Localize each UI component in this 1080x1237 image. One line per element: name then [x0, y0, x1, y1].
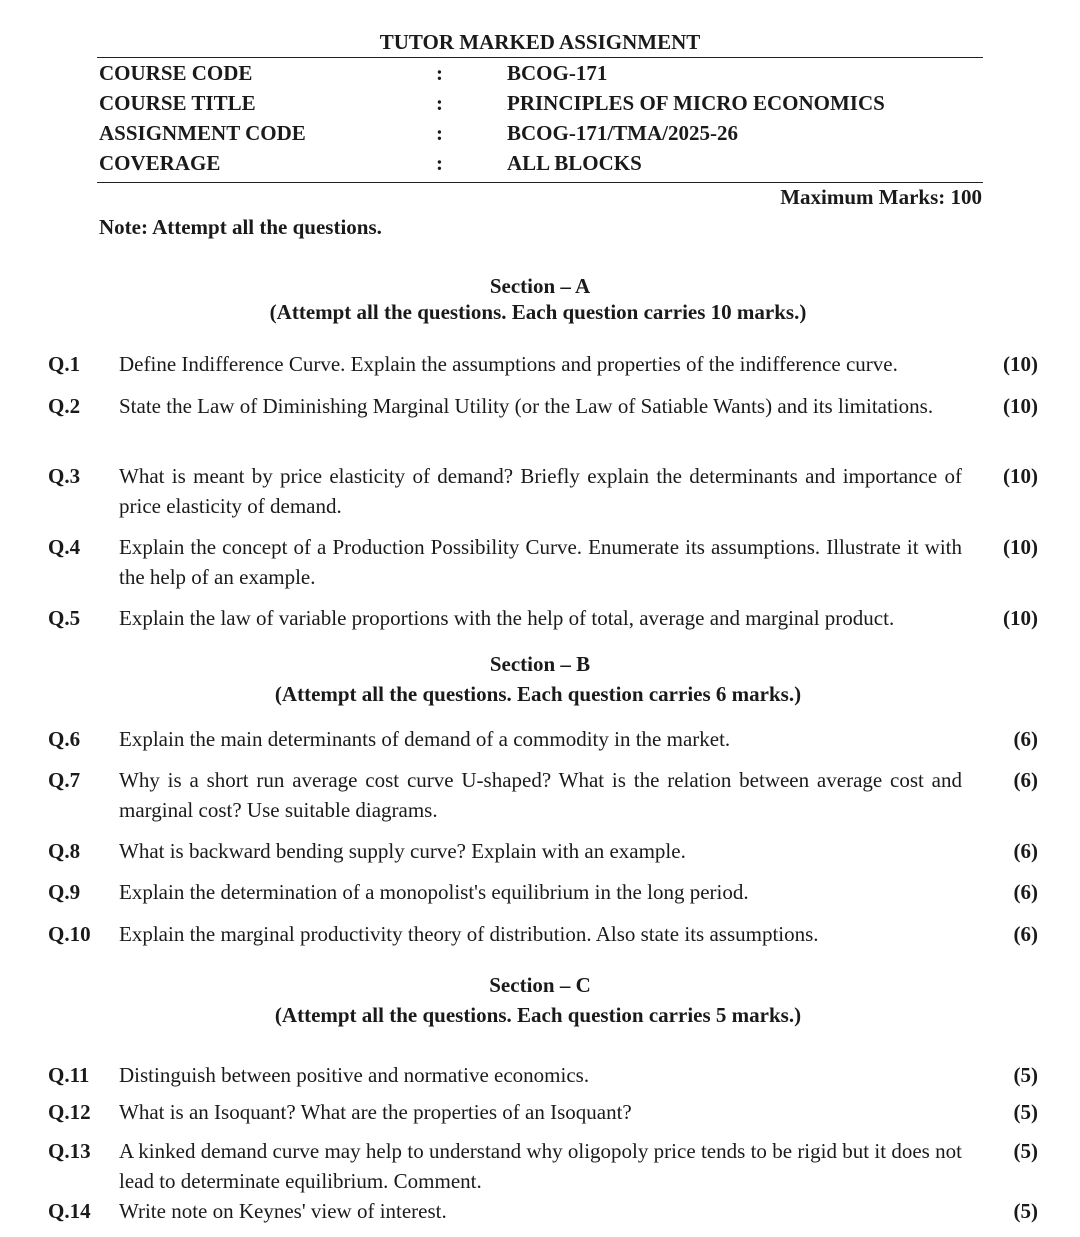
- question-number: Q.14: [48, 1199, 91, 1223]
- meta-value: BCOG-171/TMA/2025-26: [507, 121, 738, 145]
- meta-row-course-title: [99, 88, 983, 118]
- section-a-instruction: (Attempt all the questions. Each question carries 10 marks.): [269, 300, 807, 324]
- question-marks: (5): [1013, 1139, 1038, 1163]
- question-marks: (6): [1013, 922, 1038, 946]
- question-marks: (6): [1013, 880, 1038, 904]
- maximum-marks: Maximum Marks: 100: [780, 185, 982, 209]
- meta-label: COURSE CODE: [99, 61, 253, 85]
- question-text: What is an Isoquant? What are the properties of an Isoquant?: [119, 1100, 632, 1124]
- question-text: Write note on Keynes' view of interest.: [119, 1199, 447, 1223]
- question-text: A kinked demand curve may help to understand why oligopoly price tends to be rigid but it does not lead to determinate equilibrium. Comment.: [119, 1139, 962, 1193]
- meta-value: PRINCIPLES OF MICRO ECONOMICS: [507, 91, 885, 115]
- question-number: Q.6: [48, 727, 81, 751]
- meta-separator: :: [436, 61, 443, 85]
- section-b-title: Section – B: [489, 652, 591, 676]
- section-a-title: Section – A: [489, 274, 591, 298]
- question-marks: (6): [1013, 768, 1038, 792]
- question-number: Q.9: [48, 880, 81, 904]
- question-number: Q.5: [48, 606, 81, 630]
- section-c-instruction: (Attempt all the questions. Each question carries 5 marks.): [274, 1003, 802, 1027]
- question-marks: (5): [1013, 1063, 1038, 1087]
- question-marks: (10): [1003, 535, 1038, 559]
- question-marks: (6): [1013, 727, 1038, 751]
- question-marks: (10): [1003, 606, 1038, 630]
- section-c-title: Section – C: [489, 973, 591, 997]
- meta-separator: :: [436, 121, 443, 145]
- question-number: Q.12: [48, 1100, 91, 1124]
- document-title: TUTOR MARKED ASSIGNMENT: [379, 30, 701, 54]
- question-number: Q.7: [48, 768, 81, 792]
- question-text: Explain the law of variable proportions with the help of total, average and marginal product.: [119, 606, 895, 630]
- question-text: Explain the marginal productivity theory of distribution. Also state its assumptions.: [119, 922, 819, 946]
- question-text: Why is a short run average cost curve U-shaped? What is the relation between average cost and marginal cost? Use suitable diagrams.: [119, 768, 962, 822]
- question-text: Distinguish between positive and normative economics.: [119, 1063, 590, 1087]
- question-number: Q.2: [48, 394, 81, 418]
- meta-value: ALL BLOCKS: [507, 151, 642, 175]
- question-number: Q.10: [48, 922, 91, 946]
- meta-label: ASSIGNMENT CODE: [99, 121, 306, 145]
- question-number: Q.3: [48, 464, 81, 488]
- question-text: What is backward bending supply curve? Explain with an example.: [119, 839, 686, 863]
- question-text: State the Law of Diminishing Marginal Utility (or the Law of Satiable Wants) and its limitations.: [119, 394, 934, 418]
- question-number: Q.4: [48, 535, 81, 559]
- question-marks: (5): [1013, 1100, 1038, 1124]
- meta-row-coverage: [99, 148, 983, 178]
- meta-label: COVERAGE: [99, 151, 221, 175]
- meta-label: COURSE TITLE: [99, 91, 256, 115]
- question-number: Q.13: [48, 1139, 91, 1163]
- meta-separator: :: [436, 91, 443, 115]
- question-text: Explain the main determinants of demand of a commodity in the market.: [119, 727, 731, 751]
- question-text: Explain the concept of a Production Possibility Curve. Enumerate its assumptions. Illustrate it with the help of an example.: [119, 535, 962, 589]
- section-b-instruction: (Attempt all the questions. Each question carries 6 marks.): [274, 682, 802, 706]
- question-marks: (5): [1013, 1199, 1038, 1223]
- question-text: Define Indifference Curve. Explain the assumptions and properties of the indifference curve.: [119, 352, 898, 376]
- question-number: Q.8: [48, 839, 81, 863]
- question-number: Q.11: [48, 1063, 90, 1087]
- question-marks: (10): [1003, 394, 1038, 418]
- question-marks: (6): [1013, 839, 1038, 863]
- question-marks: (10): [1003, 464, 1038, 488]
- meta-row-assignment-code: [99, 118, 983, 148]
- question-text: Explain the determination of a monopolist's equilibrium in the long period.: [119, 880, 749, 904]
- meta-separator: :: [436, 151, 443, 175]
- meta-row-course-code: [99, 58, 983, 88]
- question-marks: (10): [1003, 352, 1038, 376]
- meta-value: BCOG-171: [507, 61, 608, 85]
- question-number: Q.1: [48, 352, 81, 376]
- question-text: What is meant by price elasticity of demand? Briefly explain the determinants and importance of price elasticity of demand.: [119, 464, 962, 518]
- note: Note: Attempt all the questions.: [99, 215, 382, 239]
